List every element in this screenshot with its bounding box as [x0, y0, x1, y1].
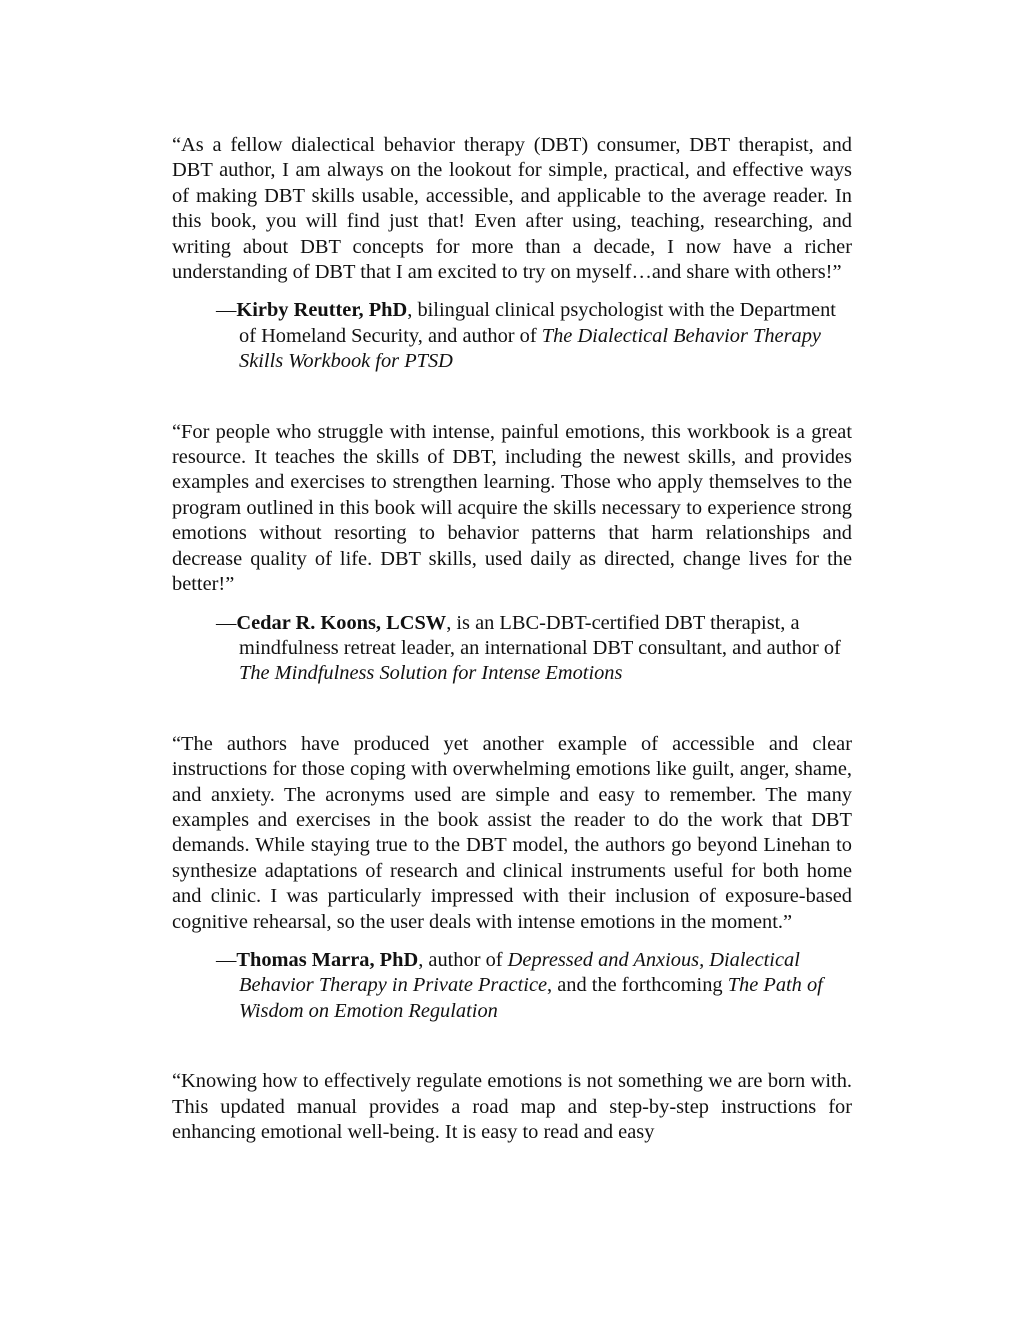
- testimonial-3: [172, 732, 852, 1024]
- author-description: , author of: [418, 948, 508, 971]
- author-description: , bilingual clinical psychologist with the Department of Homeland Security, and author of: [239, 299, 836, 347]
- book-title: Depressed and Anxious, Dialectical Behavior Therapy in Private Practice: [239, 948, 800, 997]
- testimonial-attribution: [172, 948, 852, 1024]
- em-dash: —: [216, 299, 237, 322]
- author-name: Cedar R. Koons, LCSW: [236, 611, 447, 634]
- testimonial-quote: “As a fellow dialectical behavior therapy (DBT) consumer, DBT therapist, and DBT author, I am always on the lookout for simple, practical, and effective ways of making DBT skills usable, accessible, and applicable to the average reader. In this book, you will find just that! Even after using, teaching, researching, and writing about DBT concepts for more than a decade, I now have a richer understanding of DBT that I am excited to try on myself…and share with others!”: [172, 134, 852, 284]
- book-title: The Dialectical Behavior Therapy Skills Workbook for PTSD: [239, 324, 821, 373]
- testimonial-quote: “For people who struggle with intense, painful emotions, this workbook is a great resource. It teaches the skills of DBT, including the newest skills, and provides examples and exercises to strengthen learning. Those who apply themselves to the program outlined in this book will acquire the skills necessary to experience strong emotions without resorting to behavior patterns that harm relationships and decrease quality of life. DBT skills, used daily as directed, change lives for the better!”: [172, 420, 852, 596]
- em-dash: —: [216, 948, 237, 971]
- author-description: , is an LBC-DBT-certified DBT therapist, a mindfulness retreat leader, an international DBT consultant, and author of: [239, 611, 841, 659]
- testimonial-attribution: [172, 611, 852, 687]
- testimonial-1: [172, 133, 852, 375]
- em-dash: —: [216, 611, 237, 634]
- testimonial-attribution: [172, 298, 852, 374]
- testimonial-2: [172, 420, 852, 687]
- author-name: Kirby Reutter, PhD: [236, 299, 408, 322]
- author-description-continued: , and the forthcoming: [547, 974, 728, 997]
- book-title: The Mindfulness Solution for Intense Emotions: [239, 662, 623, 685]
- testimonial-quote: “Knowing how to effectively regulate emotions is not something we are born with. This updated manual provides a road map and step-by-step instructions for enhancing emotional well-being. It is easy to read and easy: [172, 1070, 852, 1143]
- testimonial-quote: “The authors have produced yet another example of accessible and clear instructions for those coping with overwhelming emotions like guilt, anger, shame, and anxiety. The acronyms used are simple and easy to remember. The many examples and exercises in the book assist the reader to do the work that DBT demands. While staying true to the DBT model, the authors go beyond Linehan to synthesize adaptations of research and clinical instruments useful for both home and clinic. I was particularly impressed with their inclusion of exposure-based cognitive rehearsal, so the user deals with intense emotions in the moment.”: [172, 732, 852, 933]
- book-title-forthcoming: The Path of Wisdom on Emotion Regulation: [239, 974, 823, 1022]
- document-page: [172, 133, 852, 1190]
- author-name: Thomas Marra, PhD: [236, 948, 419, 971]
- testimonial-4: [172, 1069, 852, 1145]
